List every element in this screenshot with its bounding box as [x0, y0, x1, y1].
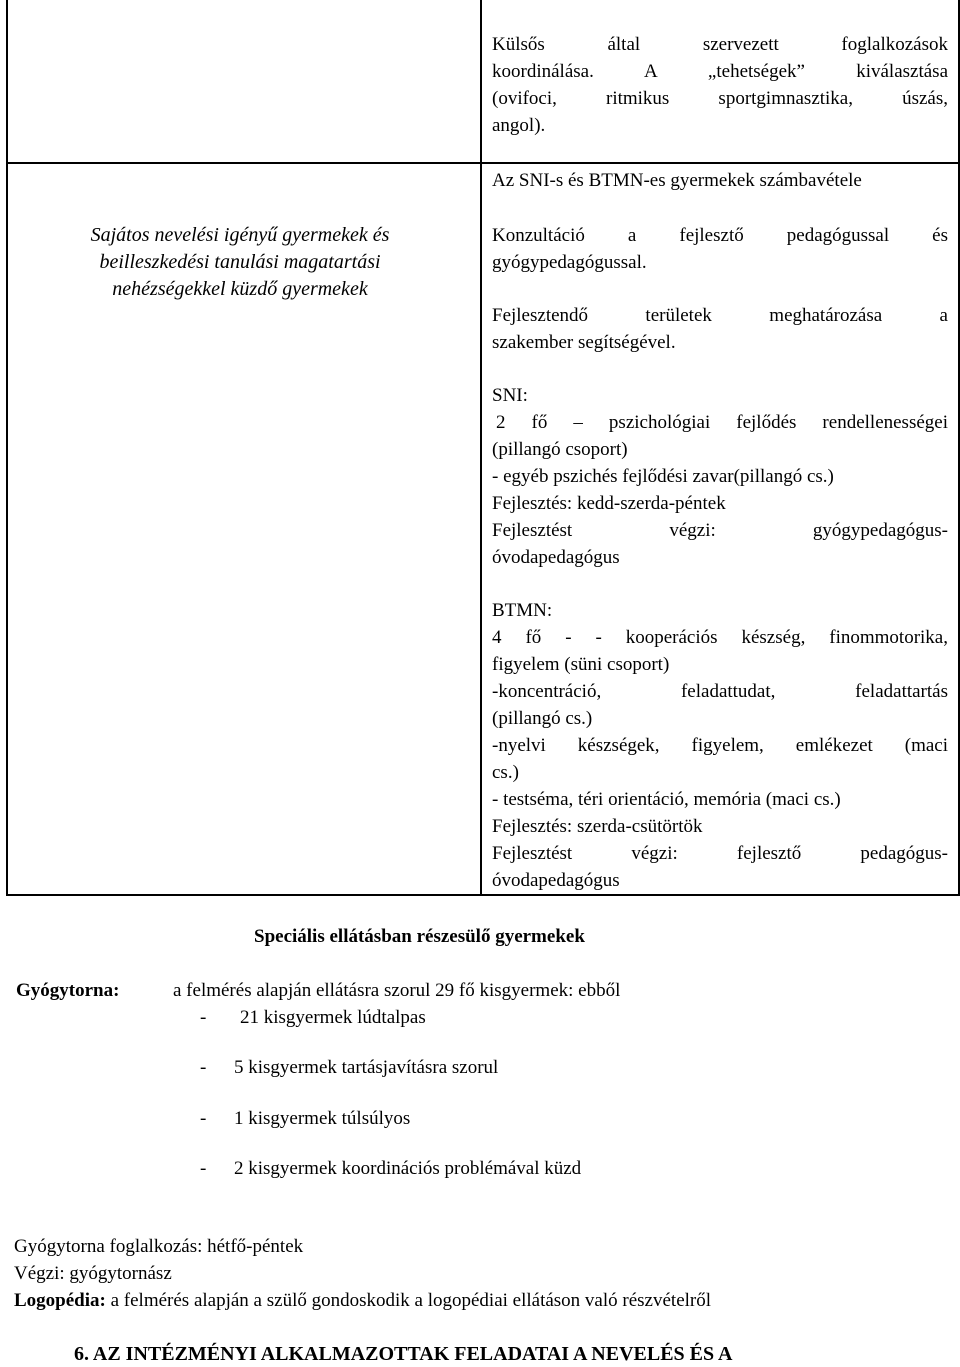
table-border-bottom — [6, 894, 960, 896]
list-item-text: 5 kisgyermek tartásjavításra szorul — [234, 1057, 499, 1078]
btmn-line: (pillangó cs.) — [492, 708, 593, 729]
list-item-text: 21 kisgyermek lúdtalpas — [240, 1007, 426, 1028]
areas-line: Fejlesztendő területek meghatározása a — [492, 305, 948, 326]
list-item — [200, 1055, 498, 1081]
logopedia-paragraph — [14, 1288, 711, 1314]
row1-line: (ovifoci, ritmikus sportgimnasztika, úszás, — [492, 88, 948, 109]
btmn-line: - testséma, téri orientáció, memória (maci cs.) — [492, 789, 841, 810]
row2-heading: Az SNI-s és BTMN-es gyermekek számbavétele — [492, 170, 862, 191]
list-item-text: 2 kisgyermek koordinációs problémával küzd — [234, 1158, 582, 1179]
list-bullet: - — [200, 1158, 207, 1179]
list-bullet: - — [200, 1007, 207, 1028]
group-label-line: Sajátos nevelési igényű gyermekek és — [90, 224, 390, 246]
gyogytorna-intro: a felmérés alapján ellátásra szorul 29 fő kisgyermek: ebből — [173, 980, 621, 1001]
btmn-line: Fejlesztés: szerda-csütörtök — [492, 816, 703, 837]
list-item-text: 1 kisgyermek túlsúlyos — [234, 1108, 411, 1129]
sni-line: - egyéb pszichés fejlődési zavar(pillangó cs.) — [492, 466, 834, 487]
list-bullet: - — [200, 1057, 207, 1078]
table-column-divider — [480, 0, 482, 896]
next-section-heading: 6. AZ INTÉZMÉNYI ALKALMAZOTTAK FELADATAI A NEVELÉS ÉS A — [74, 1343, 733, 1365]
sni-line: (pillangó csoport) — [492, 439, 628, 460]
sni-line: óvodapedagógus — [492, 547, 620, 568]
special-care-heading: Speciális ellátásban részesülő gyermekek — [254, 926, 585, 947]
btmn-label: BTMN: — [492, 600, 553, 621]
gyogytorna-performer: Végzi: gyógytornász — [14, 1263, 172, 1284]
btmn-line: -koncentráció, feladattudat, feladattartás — [492, 681, 948, 702]
list-item — [200, 1156, 581, 1182]
btmn-line: Fejlesztést végzi: fejlesztő pedagógus- — [492, 843, 948, 864]
group-label-line: beilleszkedési tanulási magatartási — [99, 251, 381, 273]
consult-line: Konzultáció a fejlesztő pedagógussal és — [492, 225, 948, 246]
btmn-line: óvodapedagógus — [492, 870, 620, 891]
btmn-line: figyelem (süni csoport) — [492, 654, 670, 675]
sni-line: Fejlesztést végzi: gyógypedagógus- — [492, 520, 948, 541]
gyogytorna-label: Gyógytorna: — [16, 980, 120, 1001]
logopedia-label: Logopédia: — [14, 1290, 106, 1311]
list-item — [200, 1106, 410, 1132]
row1-line: angol). — [492, 115, 546, 136]
list-item — [200, 1005, 426, 1031]
btmn-line: 4 fő - - kooperációs készség, finommotorika, — [492, 627, 948, 648]
consult-line: gyógypedagógussal. — [492, 252, 647, 273]
row1-line: koordinálása. A „tehetségek” kiválasztása — [492, 61, 948, 82]
table-row-divider — [6, 162, 960, 164]
btmn-line: cs.) — [492, 762, 519, 783]
row1-line: Külsős által szervezett foglalkozások — [492, 34, 948, 55]
areas-line: szakember segítségével. — [492, 332, 676, 353]
logopedia-text: a felmérés alapján a szülő gondoskodik a logopédiai ellátáson való részvételről — [105, 1290, 712, 1311]
table-border-left — [6, 0, 8, 896]
list-bullet: - — [200, 1108, 207, 1129]
btmn-line: -nyelvi készségek, figyelem, emlékezet (maci — [492, 735, 948, 756]
gyogytorna-schedule: Gyógytorna foglalkozás: hétfő-péntek — [14, 1236, 304, 1257]
group-label-line: nehézségekkel küzdő gyermekek — [112, 278, 368, 300]
sni-label: SNI: — [492, 385, 528, 406]
sni-line: Fejlesztés: kedd-szerda-péntek — [492, 493, 726, 514]
sni-line: 2 fő – pszichológiai fejlődés rendellenességei — [496, 412, 948, 433]
